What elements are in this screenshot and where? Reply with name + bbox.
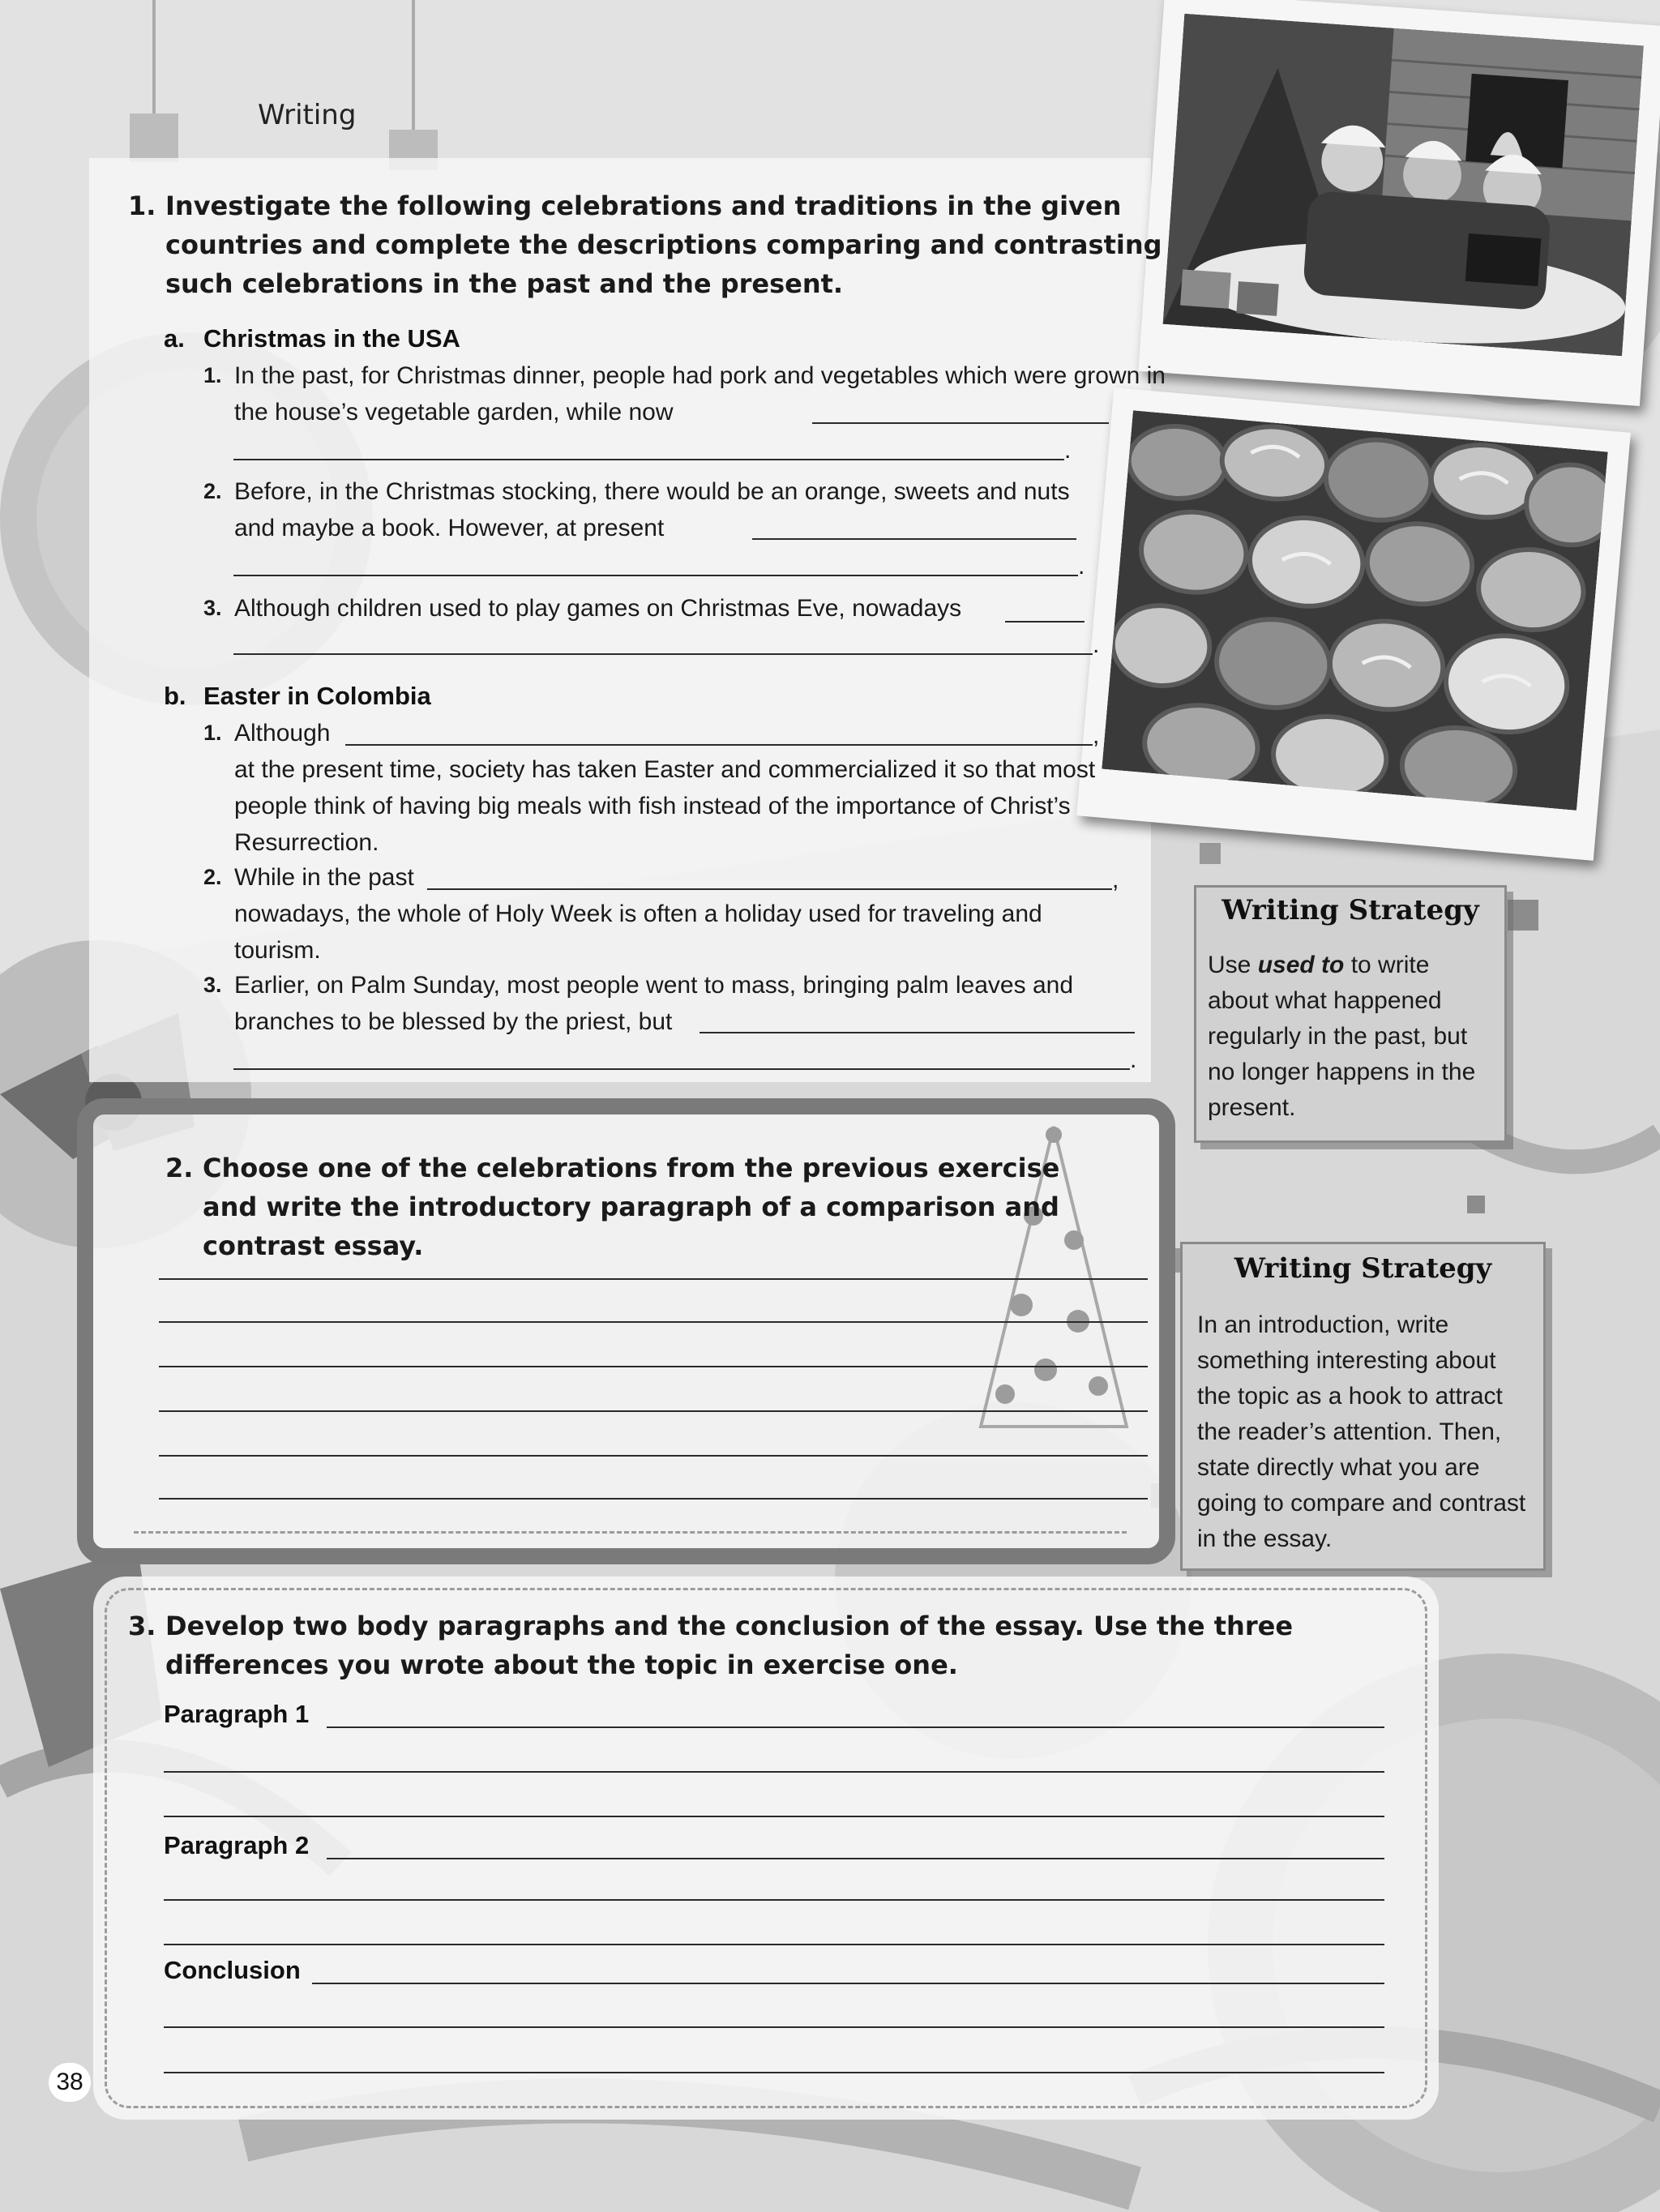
comma-mark: , [1093, 722, 1100, 749]
dashed-border [134, 1531, 1127, 1534]
question-3 [128, 1607, 1405, 1684]
paragraph-1-line[interactable] [164, 1816, 1384, 1817]
paragraph-2-label: Paragraph 2 [164, 1831, 310, 1859]
answer-line-a1[interactable] [233, 459, 1064, 460]
paragraph-2-line[interactable] [164, 1944, 1384, 1945]
item-a1: 1. In the past, for Christmas dinner, people had pork and vegetables which were grown in the house’s vegetable garden, while now [203, 362, 1166, 426]
intro-paragraph-line[interactable] [159, 1366, 1148, 1367]
item-b2: 2. While in the past [203, 864, 414, 891]
answer-line-b1[interactable] [345, 744, 1093, 746]
conclusion-label: Conclusion [164, 1956, 301, 1984]
writing-strategy-box-2 [1180, 1242, 1546, 1571]
item-a2-prompt: Before, in the Christmas stocking, there would be an orange, sweets and nuts and maybe a book. However, at present [234, 478, 1070, 541]
question-1-number: 1. [128, 190, 156, 221]
item-b1-continuation: at the present time, society has taken Easter and commercialized it so that most people think of having big meals with fish instead of the importance of Christ’s Resurrection. [234, 756, 1096, 856]
item-b1: 1. Although [203, 720, 331, 747]
answer-line-b2[interactable] [427, 888, 1112, 890]
item-b2-continuation: nowadays, the whole of Holy Week is often a holiday used for traveling and tourism. [234, 901, 1042, 964]
intro-paragraph-line[interactable] [159, 1455, 1148, 1457]
answer-line-a1[interactable] [812, 422, 1109, 424]
question-3-instructions: Develop two body paragraphs and the conclusion of the essay. Use the three differences you wrote about the topic in exercise one. [165, 1611, 1294, 1680]
paragraph-2-line[interactable] [164, 1899, 1384, 1901]
item-b3-prompt: Earlier, on Palm Sunday, most people went to mass, bringing palm leaves and branches to be blessed by the priest, but [234, 972, 1073, 1035]
item-b2-lead: While in the past [234, 864, 414, 891]
period-mark: . [1078, 553, 1085, 580]
intro-paragraph-line[interactable] [159, 1498, 1148, 1500]
period-mark: . [1130, 1046, 1137, 1073]
answer-line-a2[interactable] [752, 538, 1076, 540]
answer-line-a3[interactable] [1005, 621, 1085, 623]
answer-line-b3[interactable] [233, 1068, 1130, 1070]
paragraph-2-line[interactable] [327, 1858, 1384, 1859]
item-a3-prompt: Although children used to play games on Christmas Eve, nowadays [234, 595, 962, 622]
item-b3: 3. Earlier, on Palm Sunday, most people went to mass, bringing palm leaves and branches to be blessed by the priest, but [203, 972, 1073, 1035]
writing-strategy-box-1 [1194, 885, 1507, 1143]
intro-paragraph-line[interactable] [159, 1410, 1148, 1412]
conclusion-line[interactable] [164, 2026, 1384, 2028]
question-1-instructions: Investigate the following celebrations and traditions in the given countries and complete the descriptions comparing and contrasting such celebrations in the past and the present. [165, 190, 1162, 299]
question-3-number: 3. [128, 1611, 156, 1641]
conclusion-line[interactable] [312, 1983, 1384, 1984]
section-label: Writing [258, 99, 357, 131]
writing-strategy-text: Use used to to write about what happened regularly in the past, but no longer happens in the present. [1208, 952, 1476, 1121]
family-by-fireplace-image [1162, 14, 1643, 357]
item-a2: 2. Before, in the Christmas stocking, there would be an orange, sweets and nuts and maybe a book. However, at present [203, 478, 1070, 541]
item-b1-lead: Although [234, 720, 331, 747]
question-1 [128, 186, 1162, 303]
conclusion-line[interactable] [164, 2072, 1384, 2073]
question-2-number: 2. [165, 1153, 194, 1183]
comma-mark: , [1112, 866, 1119, 893]
period-mark: . [1064, 437, 1072, 464]
page-number: 38 [49, 2063, 91, 2102]
intro-paragraph-line[interactable] [159, 1321, 1148, 1323]
writing-strategy-text: In an introduction, write something interesting about the topic as a hook to attract the reader’s attention. Then, state directly what you are going to compare and contrast in the essay. [1197, 1311, 1526, 1552]
christmas-photo [1138, 0, 1660, 406]
intro-paragraph-line[interactable] [159, 1278, 1148, 1280]
subsection-a-heading: a. Christmas in the USA [164, 324, 460, 353]
answer-line-a2[interactable] [233, 575, 1078, 576]
question-2 [165, 1149, 1119, 1265]
question-2-instructions: Choose one of the celebrations from the previous exercise and write the introductory paragraph of a comparison and contrast essay. [203, 1153, 1060, 1261]
answer-line-b3[interactable] [700, 1032, 1135, 1033]
easter-eggs-image [1102, 410, 1607, 811]
period-mark: . [1093, 631, 1100, 658]
writing-strategy-title: Writing Strategy [1221, 894, 1479, 926]
paragraph-1-line[interactable] [327, 1726, 1384, 1728]
answer-line-a3[interactable] [233, 653, 1093, 655]
paragraph-1-label: Paragraph 1 [164, 1700, 310, 1728]
item-a3: 3. Although children used to play games on Christmas Eve, nowadays [203, 595, 962, 622]
item-a1-prompt: In the past, for Christmas dinner, people had pork and vegetables which were grown in the house’s vegetable garden, while now [234, 362, 1166, 426]
subsection-b-heading: b. Easter in Colombia [164, 682, 431, 710]
paragraph-1-line[interactable] [164, 1771, 1384, 1773]
writing-strategy-title: Writing Strategy [1234, 1252, 1492, 1285]
